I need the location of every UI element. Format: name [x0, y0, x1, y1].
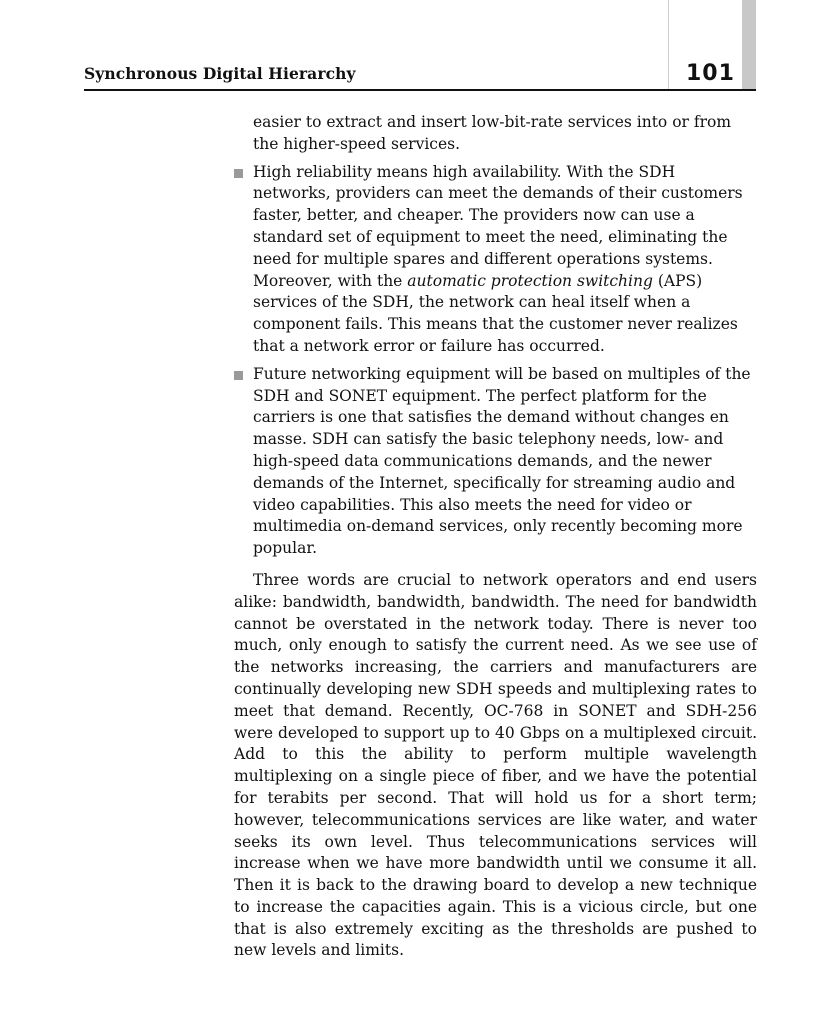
bullet-item-reliability: [234, 162, 757, 358]
continued-bullet-text: easier to extract and insert low-bit-rate services into or from the higher-speed services.: [253, 113, 732, 153]
page-number: 101: [686, 61, 735, 86]
header-rule: [84, 89, 756, 91]
bullet-text-after: (APS) services of the SDH, the network can heal itself when a component fails. This means that the customer never realizes that a network error or failure has occurred.: [253, 271, 738, 355]
bullet-text-before: High reliability means high availability. With the SDH networks, providers can meet the demands of their customers faster, better, and cheaper. The providers now can use a standard set of equipment to meet the need, eliminating the need for multiple spares and different operations systems. Moreover, with the: [253, 162, 743, 290]
page-body: [234, 112, 757, 962]
bullet-item-future-equipment: [234, 364, 757, 560]
bullet-text: Future networking equipment will be based on multiples of the SDH and SONET equipment. The perfect platform for the carriers is one that satisfies the demand without changes en masse. SDH can satisfy the basic telephony needs, low- and high-speed data communications demands, and the newer demands of the Internet, specifically for streaming audio and video capabilities. This also meets the need for video or multimedia on-demand services, only recently becoming more popular.: [253, 364, 751, 558]
square-bullet-icon: [234, 371, 243, 380]
square-bullet-icon: [234, 169, 243, 178]
page-edge-tab: [742, 0, 756, 90]
body-paragraph: Three words are crucial to network operators and end users alike: bandwidth, bandwidth, bandwidth. The need for bandwidth cannot be overstated in the network today. There is never too much, only enough to satisfy the current need. As we see use of the networks increasing, the carriers and manufacturers are continually developing new SDH speeds and multiplexing rates to meet that demand. Recently, OC-768 in SONET and SDH-256 were developed to support up to 40 Gbps on a multiplexed circuit. Add to this the ability to perform multiple wavelength multiplexing on a single piece of fiber, and we have the potential for terabits per second. That will hold us for a short term; however, telecommunications services are like water, and water seeks its own level. Thus telecommunications services will increase when we have more bandwidth until we consume it all. Then it is back to the drawing board to develop a new technique to increase the capacities again. This is a vicious circle, but one that is also extremely exciting as the thresholds are pushed to new levels and limits.: [234, 570, 757, 960]
bullet-emphasis: automatic protection switching: [407, 271, 653, 290]
running-head-title: Synchronous Digital Hierarchy: [84, 64, 356, 83]
